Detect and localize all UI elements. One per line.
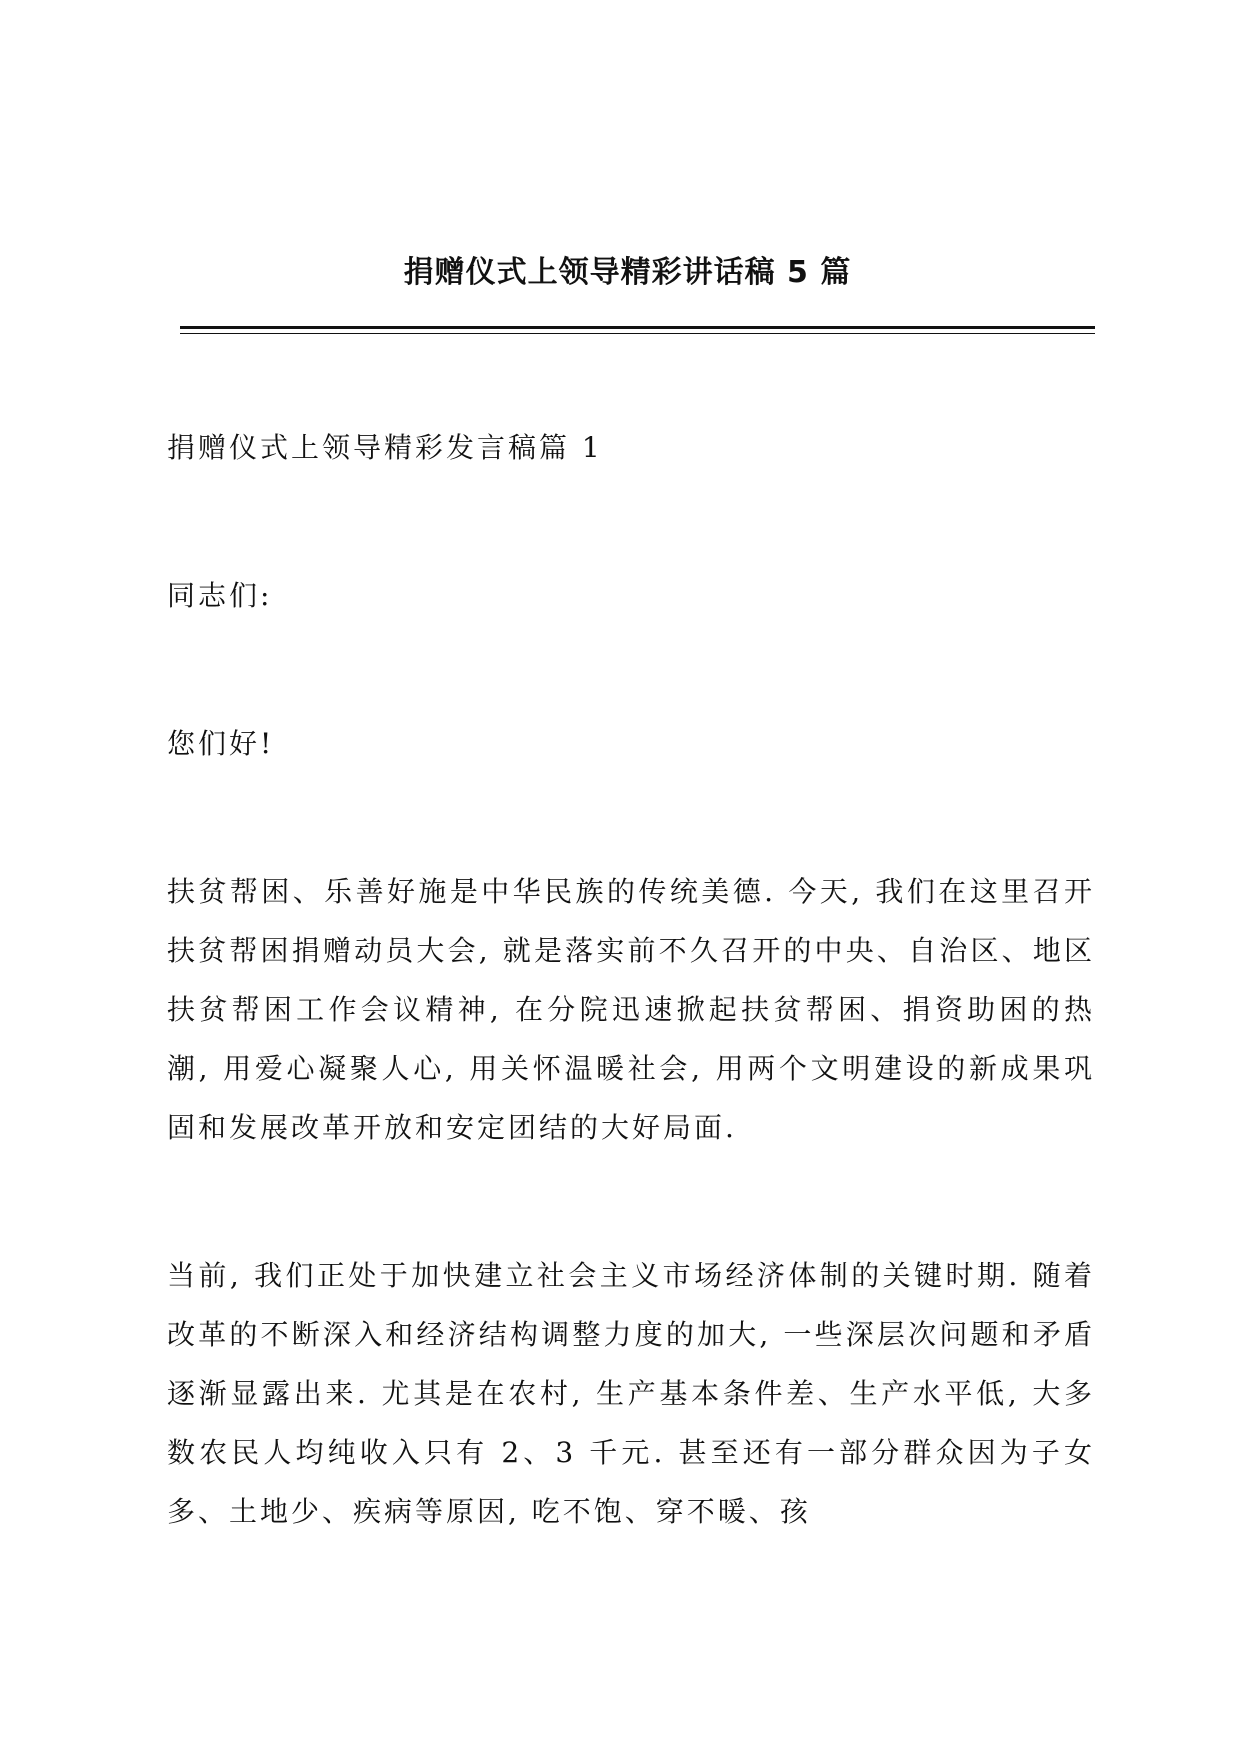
title-double-rule-bottom	[180, 333, 1095, 334]
title-double-rule-top	[180, 326, 1095, 329]
document-title: 捐赠仪式上领导精彩讲话稿 5 篇	[403, 255, 852, 290]
greeting: 您们好!	[167, 727, 275, 760]
body-paragraph: 当前, 我们正处于加快建立社会主义市场经济体制的关键时期. 随着改革的不断深入和经济结构调整力度的加大, 一些深层次问题和矛盾逐渐显露出来. 尤其是在农村, 生产基本条件差、生产水平低, 大多数农民人均纯收入只有 2、3 千元. 甚至还有一部分群众因为子女多、土地少、疾病等原因, 吃不饱、穿不暖、孩	[167, 1259, 1095, 1528]
section-heading: 捐赠仪式上领导精彩发言稿篇 1	[167, 431, 603, 464]
document-body	[167, 418, 1095, 1541]
salutation: 同志们:	[167, 579, 273, 612]
body-paragraph: 扶贫帮困、乐善好施是中华民族的传统美德. 今天, 我们在这里召开扶贫帮困捐赠动员大会, 就是落实前不久召开的中央、自治区、地区扶贫帮困工作会议精神, 在分院迅速掀起扶贫帮困、捐资助困的热潮, 用爱心凝聚人心, 用关怀温暖社会, 用两个文明建设的新成果巩固和发展改革开放和安定团结的大好局面.	[167, 875, 1095, 1144]
